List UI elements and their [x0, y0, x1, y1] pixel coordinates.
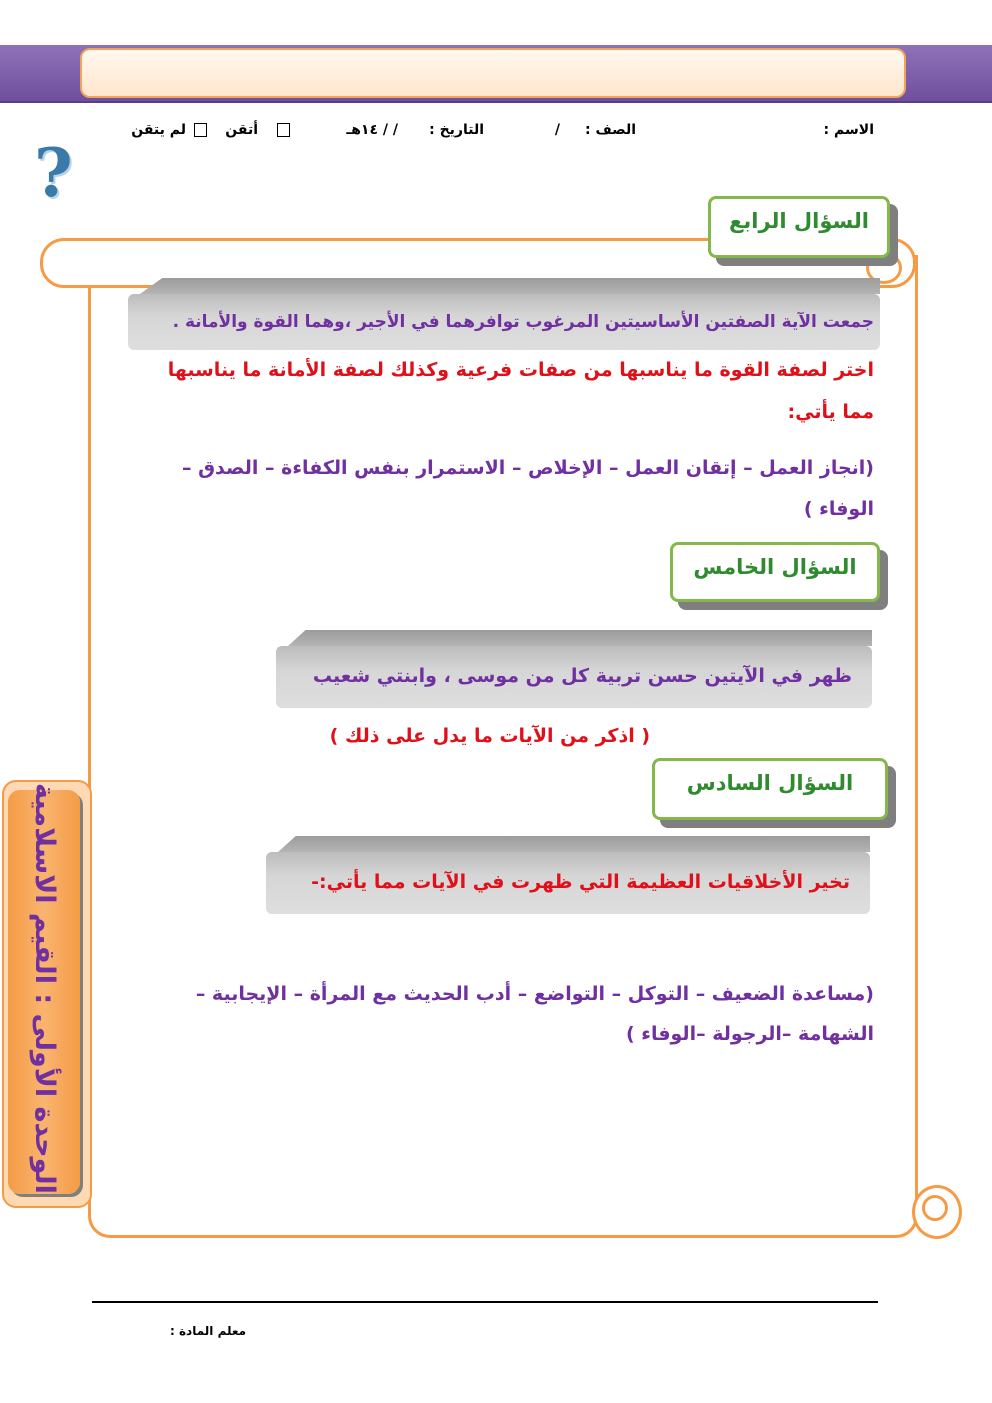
q4-options-line2: الوفاء ): [803, 498, 874, 520]
q4-instruction-line1: اختر لصفة القوة ما يناسبها من صفات فرعية وكذلك لصفة الأمانة ما يناسبها: [167, 359, 874, 381]
q4-title: السؤال الرابع: [708, 196, 890, 258]
q5-title: السؤال الخامس: [670, 542, 880, 602]
q6-title: السؤال السادس: [652, 758, 888, 820]
class-label: الصف :: [585, 122, 636, 138]
teacher-label: معلم المادة :: [170, 1324, 247, 1338]
class-separator: /: [554, 122, 560, 138]
q6-prompt-bar: [266, 852, 870, 914]
title-bar: [80, 48, 906, 98]
q6-prompt: تخير الأخلاقيات العظيمة التي ظهرت في الآيات مما يأتي:-: [311, 871, 850, 893]
checkbox-not-mastered[interactable]: [190, 122, 211, 138]
mastered-label: أتقن: [225, 122, 258, 138]
q4-options-line1: (انجاز العمل – إتقان العمل – الإخلاص – الاستمرار بنفس الكفاءة – الصدق –: [181, 457, 874, 479]
q4-prompt-bar: [128, 294, 880, 350]
date-value: / / ١٤هـ: [346, 122, 398, 138]
q6-options-line1: (مساعدة الضعيف – التوكل – التواضع – أدب الحديث مع المرأة – الإيجابية –: [195, 983, 874, 1005]
question-mark-icon: ?: [34, 134, 73, 212]
q6-options-line2: الشهامة –الرجولة –الوفاء ): [625, 1023, 874, 1045]
name-label: الاسم :: [823, 122, 874, 138]
scroll-curl-inner-icon: [922, 1195, 948, 1221]
q5-prompt: ظهر في الآيتين حسن تربية كل من موسى ، وابنتي شعيب: [312, 665, 852, 687]
date-label: التاريخ :: [429, 122, 484, 138]
q4-prompt: جمعت الآية الصفتين الأساسيتين المرغوب توافرهما في الأجير ،وهما القوة والأمانة .: [172, 312, 874, 332]
q5-instruction: ( اذكر من الآيات ما يدل على ذلك ): [329, 725, 650, 747]
unit-label: الوحدة الأولى : القيم الاسلامية: [29, 783, 60, 1194]
not-mastered-label: لم يتقن: [131, 122, 186, 138]
q4-instruction-line2: مما يأتي:: [787, 401, 874, 423]
checkbox-mastered[interactable]: [273, 122, 294, 138]
footer-divider: [92, 1301, 878, 1303]
q5-prompt-bar: [276, 646, 872, 708]
